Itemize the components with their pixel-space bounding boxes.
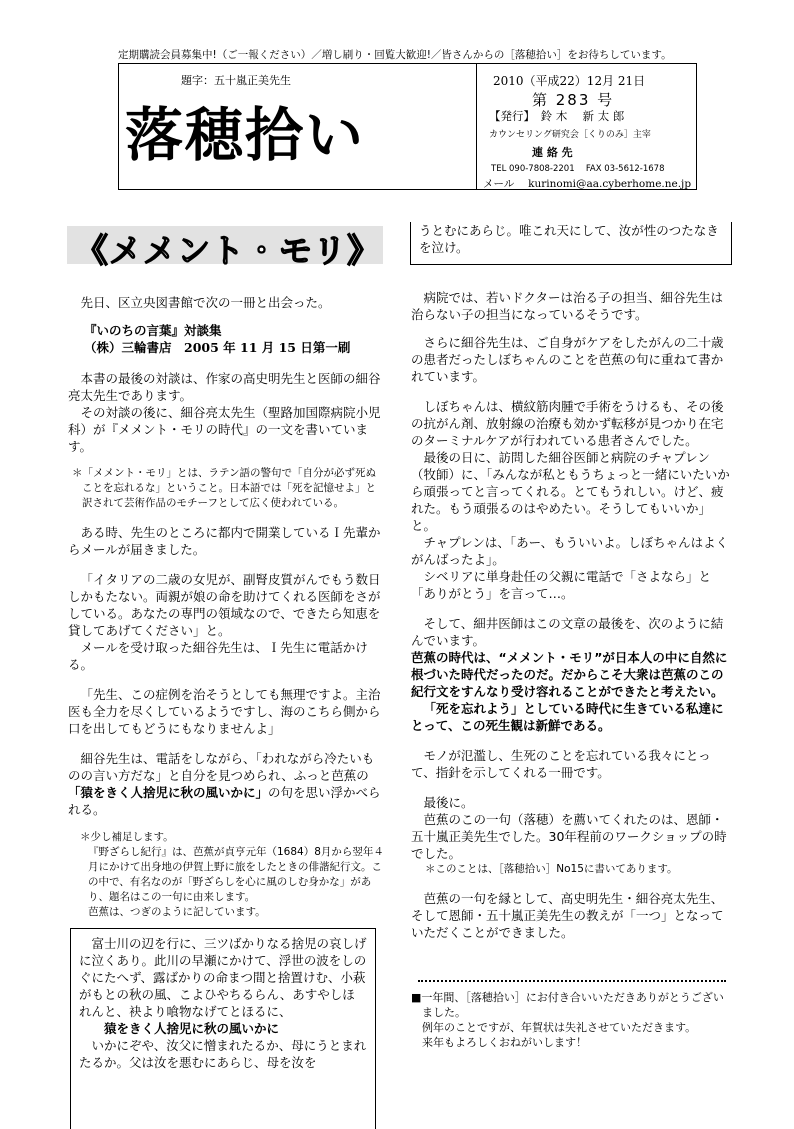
closing-notice [411, 990, 733, 1050]
paragraph [68, 750, 386, 818]
paragraph: そして、細井医師はこの文章の最後を、次のように結んでいます。 [411, 616, 724, 648]
note-body: 芭蕉は、つぎのように記しています。 [88, 906, 266, 918]
paragraph: 本書の最後の対談は、作家の高史明先生と医師の細谷亮太先生であります。 [68, 371, 381, 403]
paragraph: 先日、区立央図書館で次の一冊と出会った。 [80, 295, 331, 310]
article-heading: 《メメント・モリ》 [75, 231, 381, 270]
paragraph: メールを受け取った細谷先生は、Ｉ先生に電話かける。 [68, 640, 368, 672]
paragraph: その対談の後に、細谷亮太先生（聖路加国際病院小児科）が『メメント・モリの時代』の一文を書いています。 [68, 405, 381, 454]
left-column [68, 294, 386, 920]
paragraph: 「イタリアの二歳の女児が、副腎皮質がんでもう数日しかもたない。両親が娘の命を助けてくれる医師をさがしている。あなたの専門の領域なので、できたら知恵を貸してあげてください」と。 [68, 572, 381, 638]
excerpt-haiku: 猿をきく人捨児に秋の風いかに [104, 1021, 280, 1036]
title-credit: 題字：五十嵐正美先生 [181, 74, 291, 87]
masthead-info [477, 64, 696, 189]
issue-date: 2010（平成22）12月 21日 [493, 74, 646, 88]
subscription-notice: 定期購読会員募集中!（ご一報ください）／増し刷り・回覧大歓迎!／皆さんからの［落穂拾い］をお待ちしています。 [118, 49, 672, 61]
paragraph: モノが氾濫し、生死のことを忘れている我々にとって、指針を示してくれる一冊です。 [411, 748, 711, 780]
masthead-title-area [119, 64, 477, 189]
note-body: 『野ざらし紀行』は、芭蕉が貞亨元年（1684）8月から翌年４月にかけて出身地の伊賀上野に旅をしたときの俳諧紀行文。この中で、有名なのが「野ざらしを心に風のしむ身かな」があり、題名はこの一句に由来します。 [88, 846, 384, 903]
paragraph: さらに細谷先生は、ご自身がケアをしたがんの二十歳の患者だったしぼちゃんのことを芭蕉の句に重ねて書かれています。 [411, 335, 724, 384]
haiku: 「猿をきく人捨児に秋の風いかに」 [68, 785, 269, 800]
quote-bold: 芭蕉の時代は、“メメント・モリ”が日本人の中に自然に根づいた時代だったのだ。だからこそ大衆は芭蕉のこの紀行文をすんなり受け容れることができたと考えたい。 [411, 650, 728, 699]
masthead [118, 63, 697, 190]
paragraph: ある時、先生のところに都内で開業しているＩ先輩からメールが届きました。 [68, 525, 381, 557]
excerpt-text: いかにぞや、汝父に憎まれたるか、母にうとまれたるか。父は汝を悪むにあらじ、母を汝を [79, 1038, 367, 1070]
email: メール kurinomi@aa.cyberhome.ne.jp [483, 178, 692, 190]
note-heading: ＊少し補足します。 [80, 831, 174, 843]
divider [418, 980, 726, 982]
paragraph: チャプレンは、「あー、もういいよ。しぼちゃんはよくがんばったよ」。 [411, 535, 729, 567]
newsletter-title: 落穂拾い [125, 101, 366, 169]
excerpt-text: うとむにあらじ。唯これ天にして、汝が性のつたなきを泣け。 [419, 223, 719, 255]
paragraph: 芭蕉のこの一句（落穂）を薦いてくれたのは、恩師・五十嵐正美先生でした。30年程前のワークショップの時でした。 [411, 812, 727, 861]
paragraph: しぼちゃんは、横紋筋肉腫で手術をうけるも、その後の抗がん剤、放射線の治療も効かず転移が見つかり在宅のターミナルケアが行われている患者さんでした。 [411, 399, 724, 448]
paragraph: 最後の日に、訪問した細谷医師と病院のチャプレン（牧師）に、「みんなが私ともうちょっと一緒にいたいから頑張ってと言ってくれる。とてもうれしい。けど、疲れた。もう頑張るのはやめたい。そうしてもいいか」と。 [411, 450, 730, 533]
paragraph: 芭蕉の一句を縁として、高史明先生・細谷亮太先生、そして恩師・五十嵐正美先生の教えが「一つ」となっていただくことができました。 [411, 891, 724, 940]
right-column [411, 289, 733, 941]
tel-fax: TEL 090-7808-2201 FAX 03-5612-1678 [491, 164, 665, 174]
contact-label: 連 絡 先 [532, 146, 573, 159]
text: の句を思い浮かべられる。 [68, 785, 381, 817]
book-title: 『いのちの言葉』対談集 [84, 323, 222, 338]
quote-bold: 「死を忘れよう」としている時代に生きている私達にとって、この死生観は新鮮である。 [411, 701, 724, 733]
publisher: 【発行】 鈴 木 新 太 郎 [489, 109, 625, 123]
quote: 「先生、この症例を治そうとしても無理ですよ。主治医も全力を尽くしているようですし、海のこちら側から口を出してもどうにもなりませんよ」 [68, 687, 381, 736]
closing-line: ■一年間、［落穂拾い］にお付き合いいただきありがとうございました。 [411, 991, 724, 1019]
closing-line: 例年のことですが、年賀状は失礼させていただきます。 [422, 1021, 697, 1034]
article-heading-banner [67, 226, 383, 270]
issue-number: 第 283 号 [532, 91, 615, 109]
paragraph: 病院では、若いドクターは治る子の担当、細谷先生は治らない子の担当になっているそうです。 [411, 290, 724, 322]
paragraph: 最後に。 [423, 795, 474, 810]
text: 細谷先生は、電話をしながら、「われながら冷たいものの言い方だな」と自分を見つめられ、ふっと芭蕉の [68, 751, 375, 783]
closing-line: 来年もよろしくおねがいします！ [422, 1036, 587, 1049]
organization: カウンセリング研究会［くりのみ］主宰 [489, 130, 651, 140]
footnote: ＊このことは、［落穂拾い］No15に書いてあります。 [425, 863, 678, 875]
footnote: ＊「メメント・モリ」とは、ラテン語の警句で「自分が必ず死ぬことを忘れるな」ということ。日本語では「死を記憶せよ」と訳されて芸術作品のモチーフとして広く使われている。 [72, 467, 376, 509]
book-publisher: （株）三輪書店 2005 年 11 月 15 日第一刷 [84, 340, 351, 355]
basho-excerpt-box [70, 928, 376, 1129]
paragraph: シベリアに単身赴任の父親に電話で「さよなら」と「ありがとう」を言って…。 [411, 569, 712, 601]
basho-excerpt-continued [410, 222, 732, 265]
excerpt-text: 富士川の辺を行に、三ツばかりなる捨児の哀しげに泣くあり。此川の早瀬にかけて、浮世の波をしのぐにたへず、露ばかりの命まつ間と捨置けむ、小萩がもとの秋の風、こよひやちるらん、あすやしほれんと、袂より喰物なげてとほるに、 [79, 936, 367, 1019]
